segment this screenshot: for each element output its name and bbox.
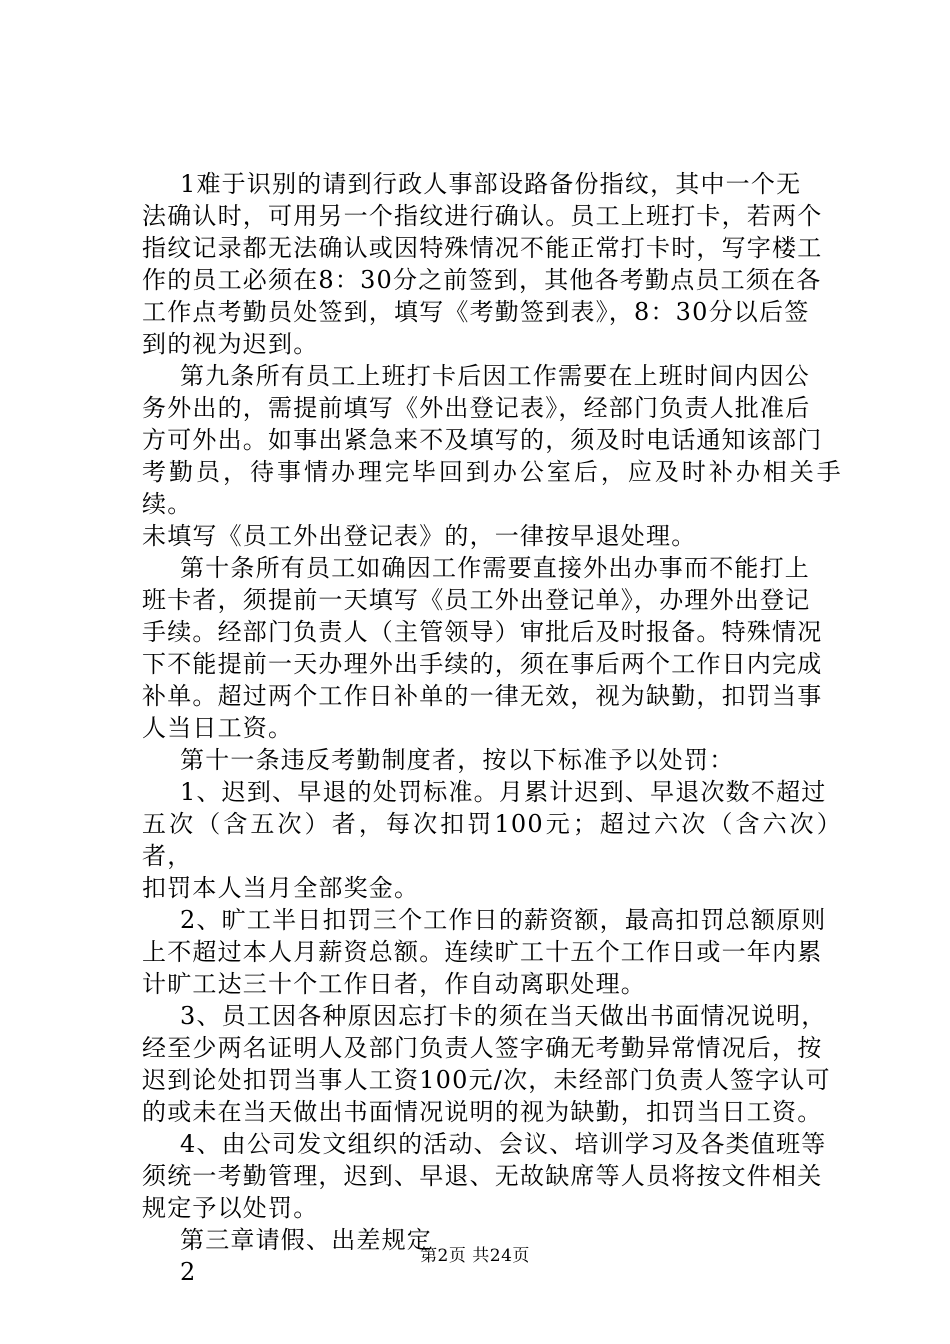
paragraph-article-10: 第十条所有员工如确因工作需要直接外出办事而不能打上 班卡者，须提前一天填写《员工外出登记单》，办理外出登记 手续。经部门负责人（主管领导）审批后及时报备。特殊情况 下不能提前一天办理外出手续的，须在事后两个工作日内完成 补单。超过两个工作日补单的一律无效，视为缺勤，扣罚当事 人当日工资。	[142, 554, 823, 742]
paragraph-penalty-item-2: 2、旷工半日扣罚三个工作日的薪资额，最高扣罚总额原则 上不超过本人月薪资总额。连续旷工十五个工作日或一年内累 计旷工达三十个工作日者，作自动离职处理。	[142, 906, 827, 998]
section-number: 2	[180, 1258, 197, 1286]
paragraph-article-11: 第十一条违反考勤制度者，按以下标准予以处罚：	[180, 746, 735, 774]
paragraph-article-9: 第九条所有员工上班打卡后因工作需要在上班时间内因公 务外出的，需提前填写《外出登记表》，经部门负责人批准后 方可外出。如事出紧急来不及填写的，须及时电话通知该部门 考勤员，待事情办理完毕回到办公室后，应及时补办相关手续。 未填写《员工外出登记表》的，一律按早退处理。	[142, 362, 842, 550]
chapter-heading: 第三章请假、出差规定	[180, 1226, 432, 1254]
paragraph-penalty-item-1: 1、迟到、早退的处罚标准。月累计迟到、早退次数不超过 五次（含五次）者，每次扣罚100元；超过六次（含六次）者， 扣罚本人当月全部奖金。	[142, 778, 842, 902]
paragraph-penalty-item-3: 3、员工因各种原因忘打卡的须在当天做出书面情况说明， 经至少两名证明人及部门负责人签字确无考勤异常情况后，按 迟到论处扣罚当事人工资100元/次，未经部门负责人签字认可 的或未在当天做出书面情况说明的视为缺勤，扣罚当日工资。	[142, 1002, 831, 1126]
paragraph-penalty-item-4: 4、由公司发文组织的活动、会议、培训学习及各类值班等 须统一考勤管理，迟到、早退、无故缺席等人员将按文件相关 规定予以处罚。	[142, 1130, 827, 1222]
document-body	[142, 168, 842, 1288]
paragraph-fingerprint-note: 1难于识别的请到行政人事部设路备份指纹，其中一个无 法确认时，可用另一个指纹进行确认。员工上班打卡，若两个 指纹记录都无法确认或因特殊情况不能正常打卡时，写字楼工 作的员工必须在8：30分之前签到，其他各考勤点员工须在各 工作点考勤员处签到，填写《考勤签到表》，8：30分以后签 到的视为迟到。	[142, 170, 823, 358]
page-footer: 第2页 共24页	[420, 1246, 530, 1266]
